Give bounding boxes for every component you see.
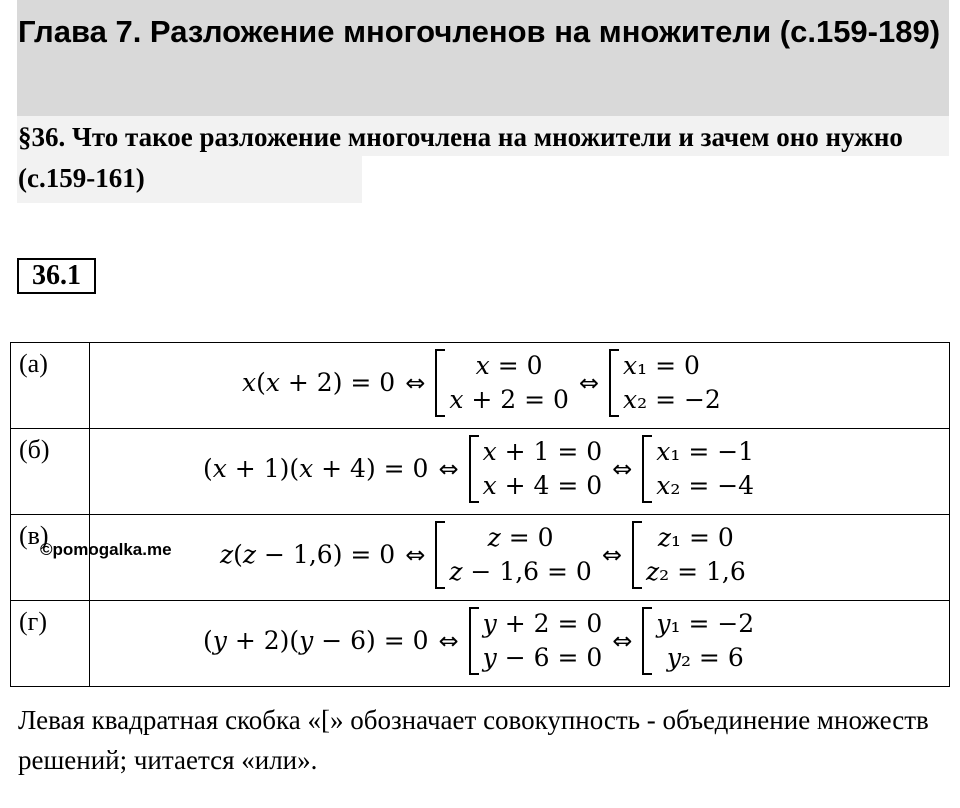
set-line: 𝑦 − 6 = 0 [482, 642, 603, 672]
table-row [11, 429, 950, 515]
task-number: 36.1 [17, 258, 96, 294]
equation-cell [90, 429, 950, 515]
set-bracket [642, 607, 652, 675]
set-bracket [632, 521, 642, 589]
set-bracket [469, 607, 479, 675]
solution-set [469, 435, 603, 503]
chapter-title: Глава 7. Разложение многочленов на множители (с.159-189) [18, 14, 941, 49]
equivalence-sign: ⇔ [438, 626, 459, 655]
equation-cell [90, 515, 950, 601]
solution-set [642, 607, 754, 675]
root-line: 𝑦₁ = −2 [656, 608, 755, 638]
equivalence-sign: ⇔ [405, 540, 426, 569]
root-line: 𝑦₂ = 6 [666, 642, 744, 672]
solution-set [632, 521, 746, 589]
set-line: 𝑥 + 2 = 0 [449, 384, 569, 414]
root-line: 𝑧₁ = 0 [657, 522, 734, 552]
solution-set [435, 521, 592, 589]
set-bracket [642, 435, 652, 503]
row-label: (б) [11, 429, 90, 515]
root-line: 𝑥₁ = −1 [656, 436, 755, 466]
section-title: §36. Что такое разложение многочлена на множители и зачем оно нужно (с.159-161) [18, 122, 903, 193]
equation: 𝑥(𝑥 + 2) = 0 [242, 368, 396, 397]
equation-cell [90, 601, 950, 687]
set-line: 𝑧 = 0 [487, 522, 554, 552]
equation-cell [90, 343, 950, 429]
equivalence-sign: ⇔ [612, 454, 633, 483]
equivalence-sign: ⇔ [405, 368, 426, 397]
row-label: (а) [11, 343, 90, 429]
root-line: 𝑧₂ = 1,6 [645, 556, 746, 586]
set-line: 𝑥 = 0 [475, 350, 543, 380]
row-label: (в) [11, 515, 90, 601]
equation: (𝑥 + 1)(𝑥 + 4) = 0 [203, 454, 429, 483]
solution-set [435, 349, 569, 417]
equation: 𝑧(𝑧 − 1,6) = 0 [220, 540, 396, 569]
table-row [11, 601, 950, 687]
watermark: ©pomogalka.me [40, 540, 172, 559]
equivalence-sign: ⇔ [601, 540, 622, 569]
equivalence-sign: ⇔ [578, 368, 600, 397]
solution-set [609, 349, 721, 417]
explanation-note: Левая квадратная скобка «[» обозначает совокупность - объединение множеств решений; читается «или». [18, 705, 929, 775]
set-line: 𝑧 − 1,6 = 0 [449, 556, 592, 586]
row-label: (г) [11, 601, 90, 687]
solutions-table [10, 342, 950, 687]
solution-set [642, 435, 754, 503]
set-bracket [435, 521, 445, 589]
root-line: 𝑥₂ = −4 [656, 470, 755, 500]
set-line: 𝑥 + 4 = 0 [482, 470, 603, 500]
set-line: 𝑥 + 1 = 0 [482, 436, 603, 466]
equivalence-sign: ⇔ [438, 454, 459, 483]
solution-set [469, 607, 603, 675]
root-line: 𝑥₂ = −2 [623, 384, 721, 414]
table-row [11, 343, 950, 429]
set-bracket [469, 435, 479, 503]
set-bracket [609, 349, 619, 417]
root-line: 𝑥₁ = 0 [623, 350, 700, 380]
set-bracket [435, 349, 445, 417]
equation: (𝑦 + 2)(𝑦 − 6) = 0 [203, 626, 429, 655]
set-line: 𝑦 + 2 = 0 [482, 608, 603, 638]
equivalence-sign: ⇔ [612, 626, 633, 655]
